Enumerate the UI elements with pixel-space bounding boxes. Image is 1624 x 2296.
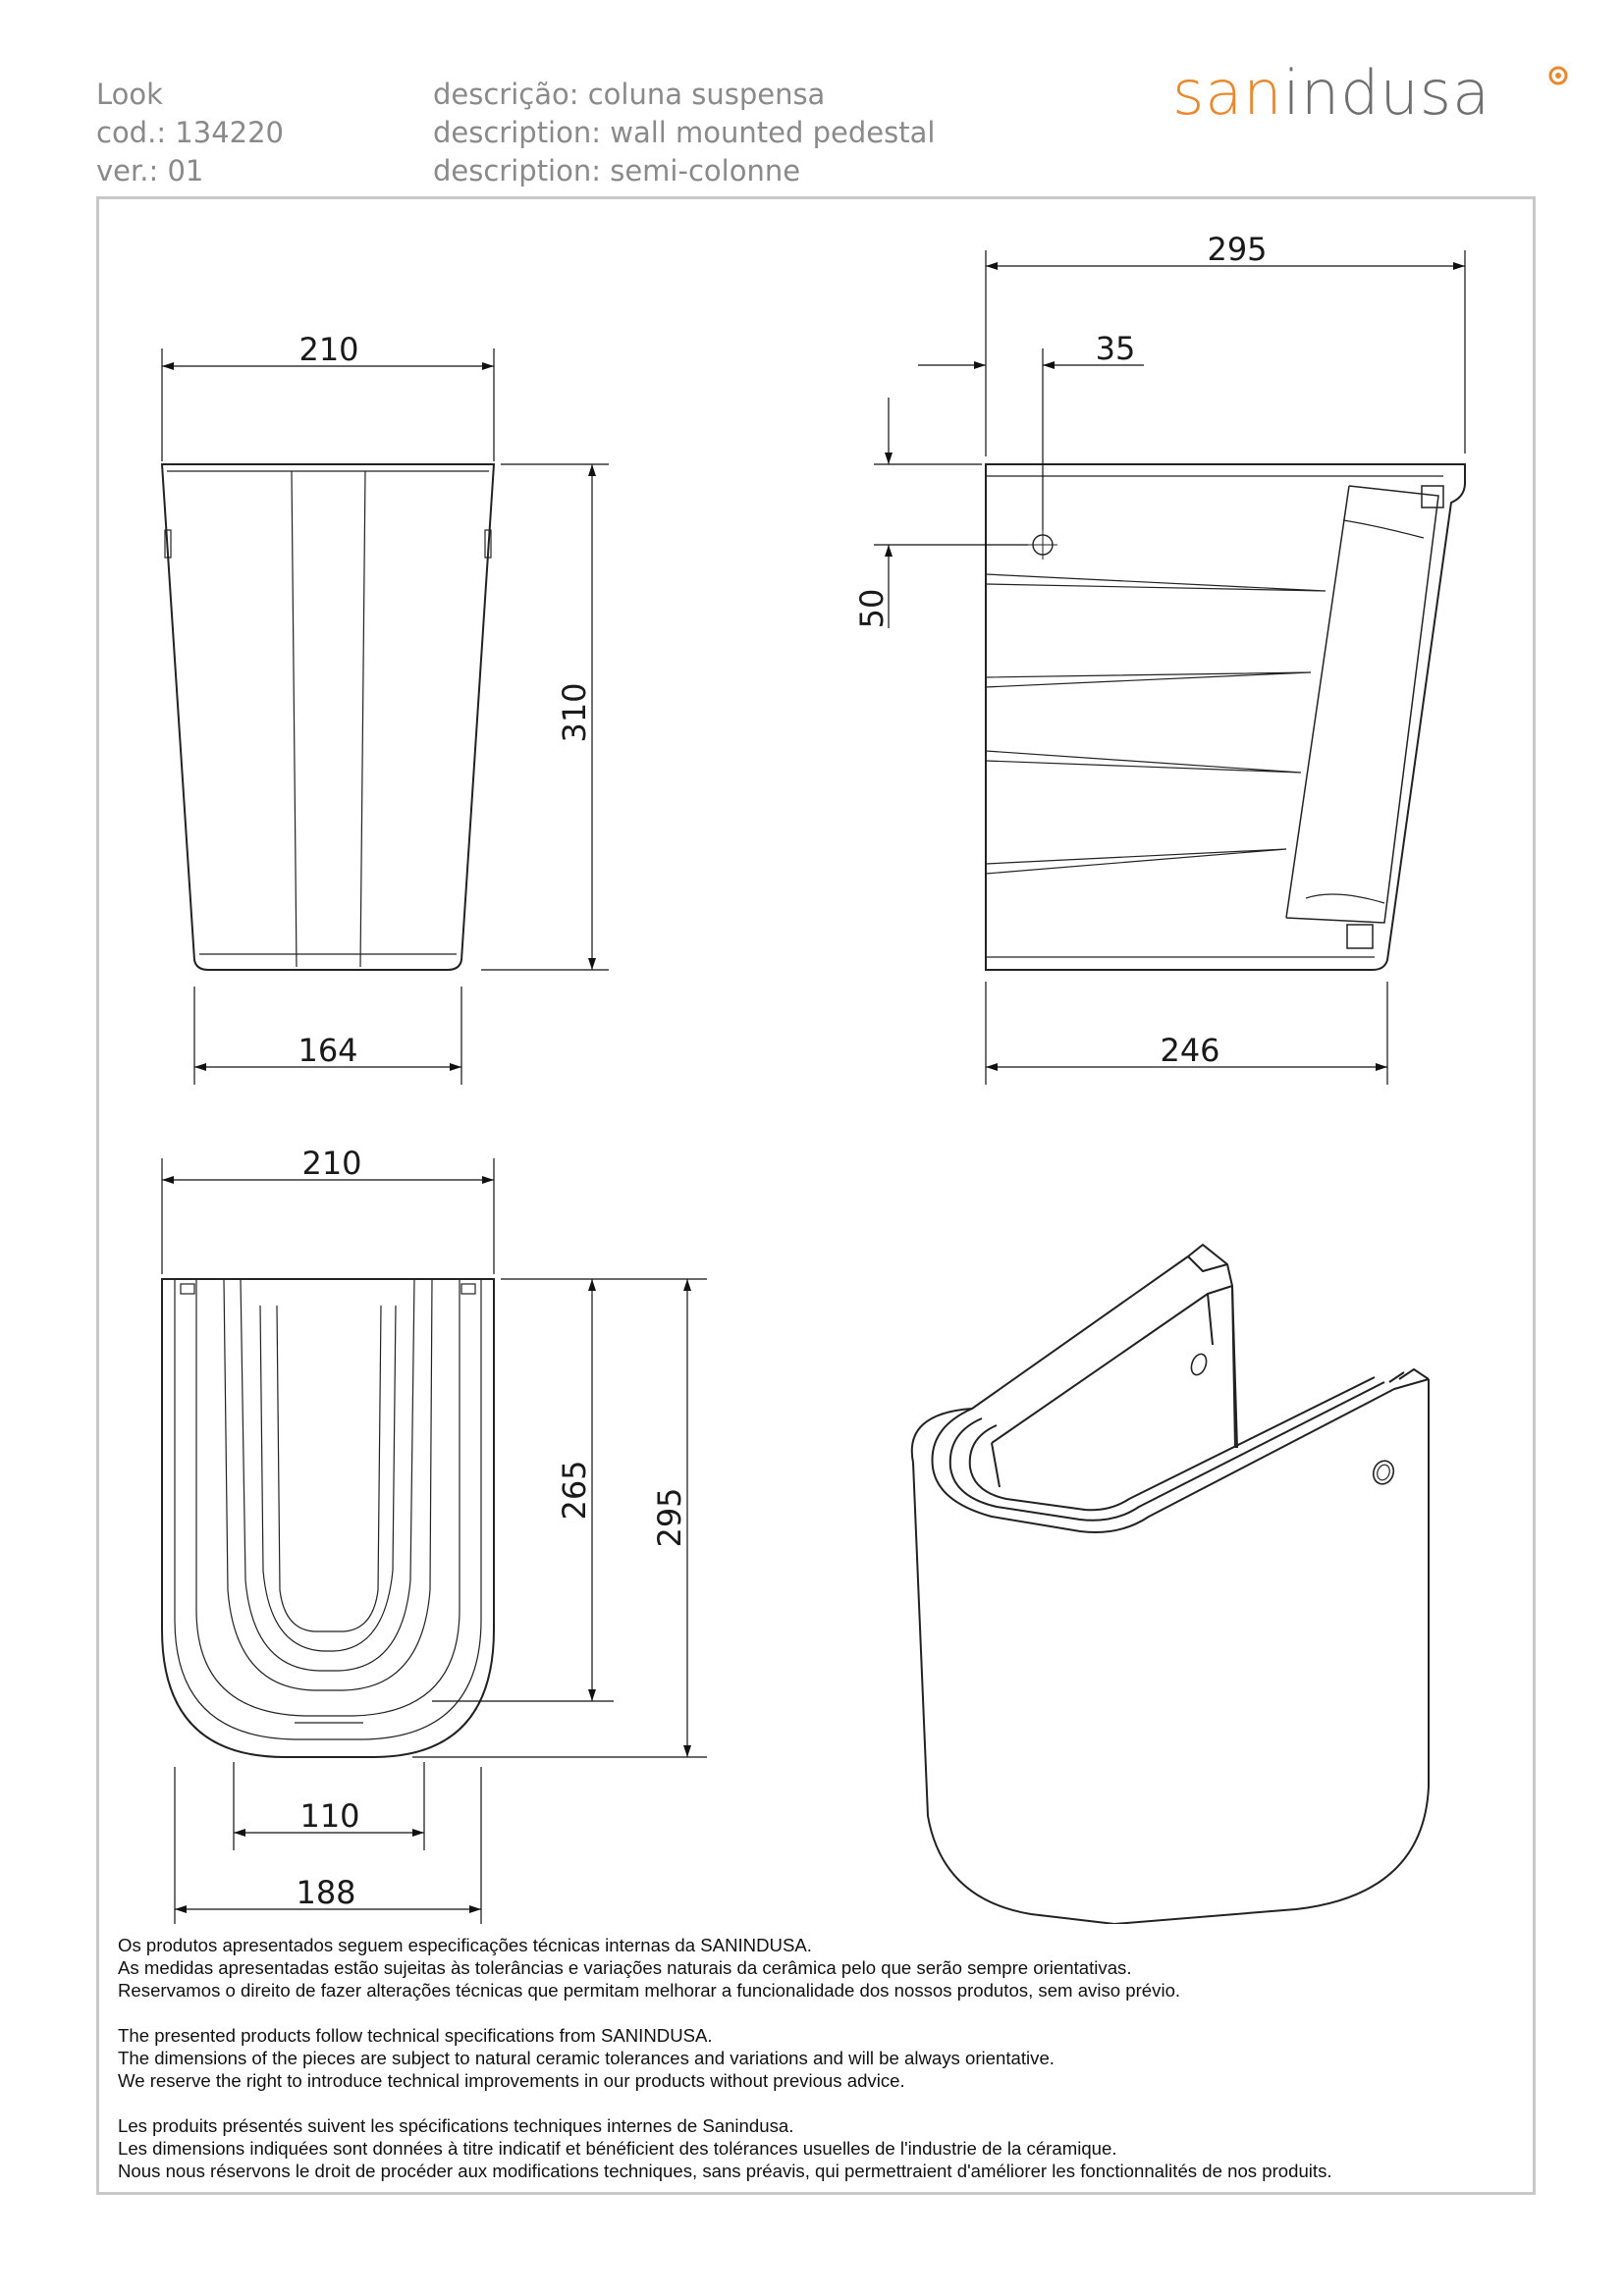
product-version: ver.: 01 — [96, 154, 204, 187]
top-view — [162, 1279, 494, 1757]
notes-english — [118, 2024, 1512, 2092]
product-name: Look — [96, 78, 163, 111]
notes-portuguese — [118, 1934, 1512, 2002]
dim-top-width: 210 — [301, 1145, 362, 1182]
dim-front-top-width: 210 — [298, 331, 359, 368]
description-fr: description: semi-colonne — [433, 154, 801, 187]
description-en: description: wall mounted pedestal — [433, 116, 936, 149]
notes-french — [118, 2114, 1512, 2182]
dim-front-bottom-width: 164 — [298, 1032, 358, 1069]
logo-part-indusa: indusa — [1282, 57, 1491, 129]
perspective-view — [912, 1245, 1429, 1924]
front-view — [162, 464, 494, 970]
note-line: Os produtos apresentados seguem especificações técnicas internas da SANINDUSA. — [118, 1935, 812, 1955]
dim-top-inner-width: 110 — [299, 1797, 360, 1835]
dim-top-outer-depth: 295 — [651, 1487, 688, 1548]
dim-top-outer-width: 188 — [296, 1874, 356, 1911]
note-line: Les produits présentés suivent les spécifications techniques internes de Sanindusa. — [118, 2115, 794, 2136]
dim-side-hole-offset: 35 — [1095, 330, 1136, 367]
logo-part-san: san — [1172, 57, 1283, 129]
note-line: The presented products follow technical specifications from SANINDUSA. — [118, 2025, 713, 2046]
note-line: Reservamos o direito de fazer alterações técnicas que permitam melhorar a funcionalidade dos nossos produtos, sem aviso prévio. — [118, 1980, 1181, 2001]
note-line: Nous nous réservons le droit de procéder aux modifications techniques, sans préavis, qui permettraient d'améliorer les fonctionnalités de nos produits. — [118, 2161, 1332, 2181]
dim-side-depth-bottom: 246 — [1160, 1032, 1220, 1069]
disclaimer-notes — [118, 1934, 1512, 2205]
note-line: As medidas apresentadas estão sujeitas às tolerâncias e variações naturais da cerâmica pelo que serão sempre orientativas. — [118, 1957, 1132, 1978]
dim-side-depth-top: 295 — [1207, 231, 1268, 268]
note-line: The dimensions of the pieces are subject to natural ceramic tolerances and variations and will be always orientative. — [118, 2048, 1055, 2068]
note-line: Les dimensions indiquées sont données à titre indicatif et bénéficient des tolérances usuelles de l'industrie de la céramique. — [118, 2138, 1117, 2159]
product-code: cod.: 134220 — [96, 116, 285, 149]
dim-side-hole-height: 50 — [853, 588, 891, 629]
description-pt: descrição: coluna suspensa — [433, 78, 826, 111]
dim-top-inner-depth: 265 — [556, 1460, 593, 1521]
note-line: We reserve the right to introduce technical improvements in our products without previous advice. — [118, 2070, 905, 2091]
dim-front-height: 310 — [556, 682, 593, 743]
side-view — [986, 464, 1465, 970]
